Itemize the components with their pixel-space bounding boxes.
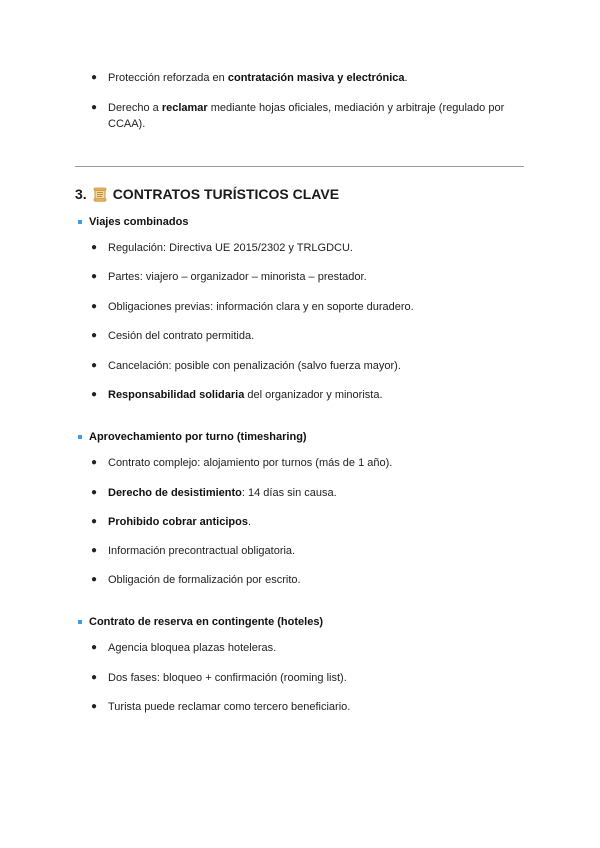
group-title: Viajes combinados xyxy=(89,216,189,228)
list-item: Prohibido cobrar anticipos. xyxy=(108,516,252,528)
group-title: Contrato de reserva en contingente (hoteles) xyxy=(89,616,324,628)
bullet: ● xyxy=(91,574,98,585)
list-item: Derecho de desistimiento: 14 días sin causa. xyxy=(108,487,337,499)
bullet: ● xyxy=(91,545,98,556)
bullet: ● xyxy=(91,457,98,468)
list-item: Cancelación: posible con penalización (salvo fuerza mayor). xyxy=(108,360,401,372)
bullet: ● xyxy=(91,72,98,83)
list-item: Regulación: Directiva UE 2015/2302 y TRLGDCU. xyxy=(108,242,353,254)
list-item: Contrato complejo: alojamiento por turnos (más de 1 año). xyxy=(108,457,393,469)
list-item: Partes: viajero – organizador – minorista – prestador. xyxy=(108,271,367,283)
group-title: Aprovechamiento por turno (timesharing) xyxy=(89,431,307,443)
bullet: ● xyxy=(91,271,98,282)
sub-bullet xyxy=(78,620,82,624)
bullet: ● xyxy=(91,516,98,527)
list-item: Dos fases: bloqueo + confirmación (rooming list). xyxy=(108,672,347,684)
list-item-continuation: CCAA). xyxy=(108,118,146,130)
bullet: ● xyxy=(91,102,98,113)
list-item: Cesión del contrato permitida. xyxy=(108,330,255,342)
list-item: Protección reforzada en contratación masiva y electrónica. xyxy=(108,72,408,84)
bullet: ● xyxy=(91,242,98,253)
bullet: ● xyxy=(91,360,98,371)
sub-bullet xyxy=(78,435,82,439)
sub-bullet xyxy=(78,220,82,224)
list-item: Información precontractual obligatoria. xyxy=(108,545,296,557)
list-item: Derecho a reclamar mediante hojas oficiales, mediación y arbitraje (regulado por xyxy=(108,102,505,114)
section-number: 3. xyxy=(75,186,87,202)
bullet: ● xyxy=(91,672,98,683)
bullet: ● xyxy=(91,330,98,341)
section-title: CONTRATOS TURÍSTICOS CLAVE xyxy=(112,186,340,202)
scroll-icon xyxy=(93,187,107,202)
bullet: ● xyxy=(91,642,98,653)
list-item: Agencia bloquea plazas hoteleras. xyxy=(108,642,277,654)
bullet: ● xyxy=(91,301,98,312)
bullet: ● xyxy=(91,487,98,498)
bullet: ● xyxy=(91,389,98,400)
list-item: Turista puede reclamar como tercero beneficiario. xyxy=(108,701,351,713)
list-item: Obligación de formalización por escrito. xyxy=(108,574,301,586)
horizontal-rule xyxy=(75,166,524,167)
bullet: ● xyxy=(91,701,98,712)
section-heading xyxy=(75,184,339,204)
list-item: Obligaciones previas: información clara y en soporte duradero. xyxy=(108,301,414,313)
list-item: Responsabilidad solidaria del organizador y minorista. xyxy=(108,389,383,401)
